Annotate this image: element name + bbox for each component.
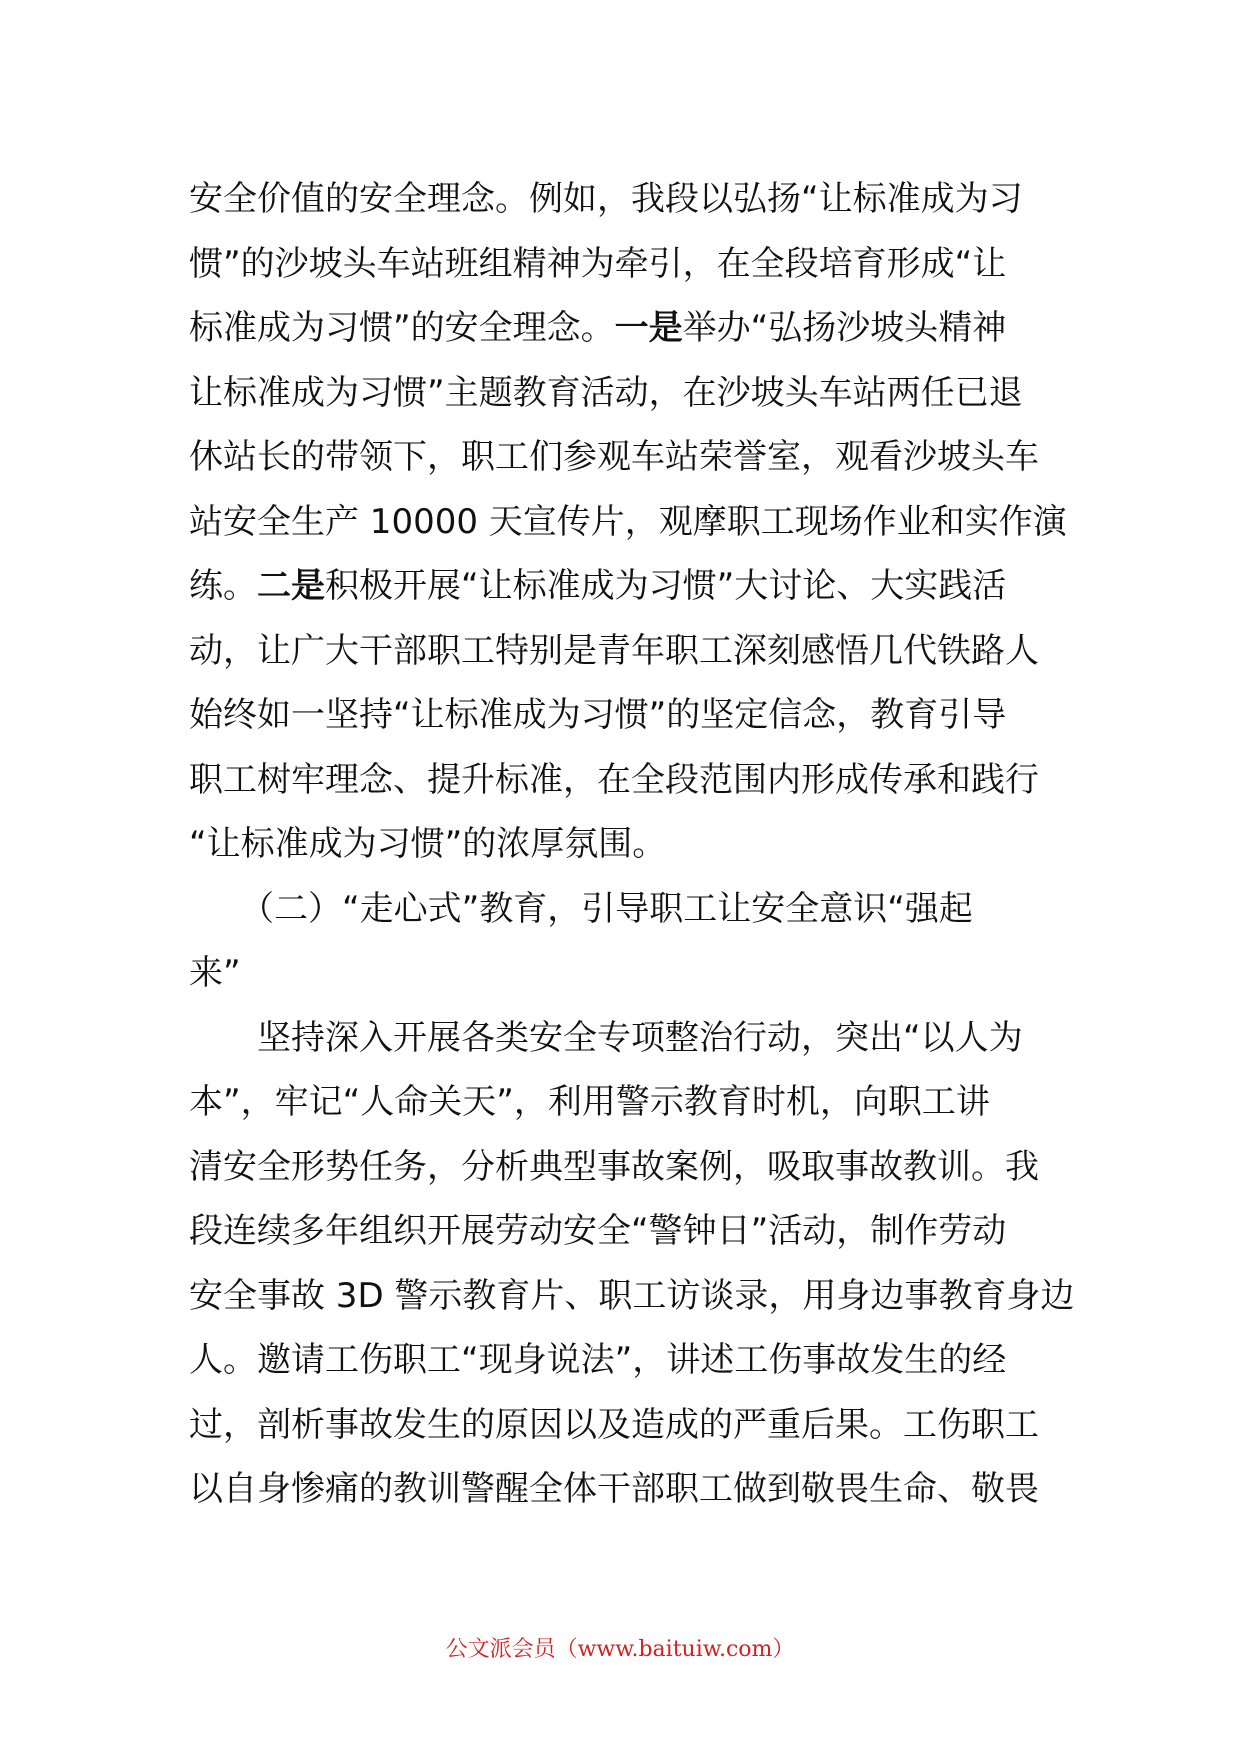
text-line: [189, 1328, 1059, 1393]
text-run: 动，让广大干部职工特别是青年职工深刻感悟几代铁路人: [189, 630, 1039, 671]
text-run: 休站长的带领下，职工们参观车站荣誉室，观看沙坡头车: [189, 437, 1039, 477]
text-run: 安全事故 3D 警示教育片、职工访谈录，用身边事教育身边: [189, 1275, 1075, 1316]
text-run: 过，剖析事故发生的原因以及造成的严重后果。工伤职工: [189, 1404, 1039, 1445]
bold-run: 二是: [257, 566, 325, 606]
text-line: [189, 1393, 1059, 1458]
text-line: [189, 877, 1059, 942]
text-run: 标准成为习惯”的安全理念。: [189, 308, 615, 348]
text-line: [189, 1457, 1059, 1522]
text-line: [189, 1070, 1059, 1135]
text-run: 人。邀请工伤职工“现身说法”，讲述工伤事故发生的经: [189, 1340, 1007, 1380]
text-line: [189, 167, 1059, 232]
text-line: [189, 1135, 1059, 1200]
text-line: [189, 619, 1059, 684]
text-line: [189, 1006, 1059, 1071]
text-line: [189, 490, 1067, 555]
text-run: 积极开展“让标准成为习惯”大讨论、大实践活: [325, 566, 1007, 606]
text-line: [189, 361, 1059, 426]
text-line: [189, 425, 1059, 490]
text-run: 以自身惨痛的教训警醒全体干部职工做到敬畏生命、敬畏: [189, 1469, 1039, 1509]
text-line: [189, 812, 1059, 877]
text-line: [189, 1264, 1075, 1329]
text-line: [189, 296, 1059, 361]
text-run: 站安全生产 10000 天宣传片，观摩职工现场作业和实作演: [189, 501, 1067, 542]
text-line: [189, 232, 1059, 297]
text-run: 举办“弘扬沙坡头精神: [682, 308, 1007, 348]
text-run: 练。: [189, 566, 257, 606]
text-run: 职工树牢理念、提升标准，在全段范围内形成传承和践行: [189, 759, 1039, 800]
text-run: 坚持深入开展各类安全专项整治行动，突出“以人为: [189, 1017, 1023, 1058]
text-line: [189, 1199, 1059, 1264]
text-line: [189, 683, 1059, 748]
footer-watermark: 公文派会员（www.baituiw.com）: [445, 1637, 795, 1662]
text-run: 始终如一坚持“让标准成为习惯”的坚定信念，教育引导: [189, 695, 1007, 735]
text-run: 段连续多年组织开展劳动安全“警钟日”活动，制作劳动: [189, 1211, 1007, 1251]
text-run: 让标准成为习惯”主题教育活动，在沙坡头车站两任已退: [189, 372, 1023, 413]
text-line: [189, 941, 1059, 1006]
text-run: 惯”的沙坡头车站班组精神为牵引，在全段培育形成“让: [189, 243, 1007, 284]
text-run: “让标准成为习惯”的浓厚氛围。: [189, 824, 667, 864]
text-run: 清安全形势任务，分析典型事故案例，吸取事故教训。我: [189, 1146, 1039, 1187]
bold-run: 一是: [614, 308, 683, 348]
text-run: （二）“走心式”教育，引导职工让安全意识“强起: [189, 888, 973, 929]
text-line: [189, 748, 1059, 813]
text-run: 来”: [189, 953, 241, 993]
document-body: [189, 167, 1075, 1522]
text-run: 安全价值的安全理念。例如，我段以弘扬“让标准成为习: [189, 179, 1023, 219]
text-line: [189, 554, 1059, 619]
text-run: 本”，牢记“人命关天”，利用警示教育时机，向职工讲: [189, 1082, 990, 1122]
